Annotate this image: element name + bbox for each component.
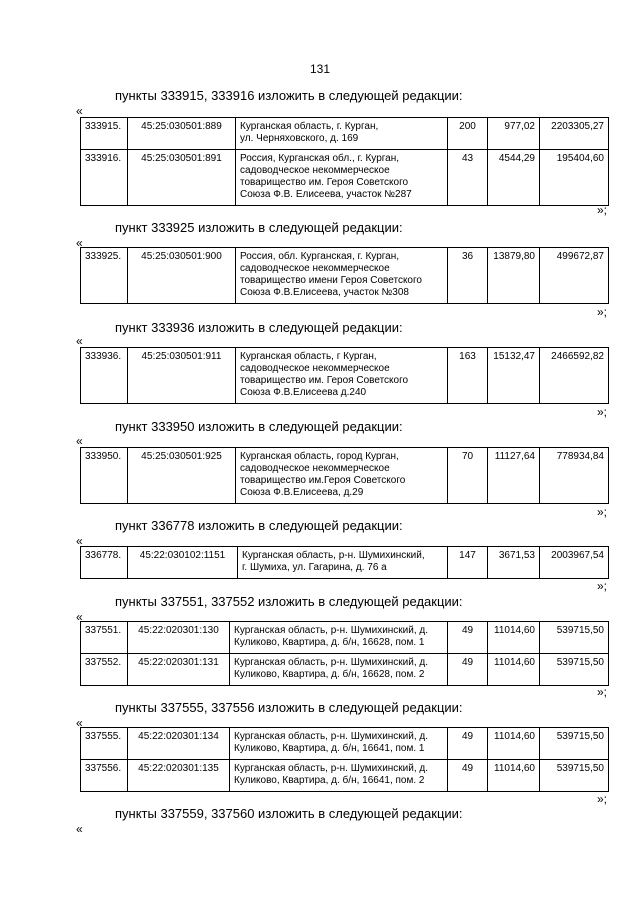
cadastral-value: 499672,87 — [540, 248, 609, 304]
close-quote: »; — [597, 305, 608, 319]
table-row — [81, 348, 609, 404]
section-heading: пункт 336778 изложить в следующей редакции: — [115, 518, 403, 533]
address: Россия, Курганская обл., г. Курган, садоводческое некоммерческое товарищество им. Героя Советского Союза Ф.В. Елисеева, участок №287 — [236, 150, 448, 206]
area: 200 — [448, 118, 488, 150]
close-quote: »; — [597, 203, 608, 217]
cadastral-number: 45:22:020301:131 — [128, 654, 230, 686]
address: Курганская область, р-н. Шумихинский, д. Куликово, Квартира, д. б/н, 16628, пом. 2 — [230, 654, 448, 686]
unit-price: 11014,60 — [488, 760, 540, 792]
table-row — [81, 547, 609, 579]
unit-price: 11014,60 — [488, 728, 540, 760]
address: Курганская область, р-н. Шумихинский, д. Куликово, Квартира, д. б/н, 16641, пом. 2 — [230, 760, 448, 792]
section-heading: пункт 333925 изложить в следующей редакции: — [115, 220, 403, 235]
area: 49 — [448, 728, 488, 760]
open-quote: « — [76, 716, 83, 730]
table-row — [81, 728, 609, 760]
table-row — [81, 654, 609, 686]
cadastral-value: 539715,50 — [540, 760, 609, 792]
record-table — [80, 247, 609, 304]
cadastral-number: 45:25:030501:889 — [128, 118, 236, 150]
table-row — [81, 118, 609, 150]
record-table — [80, 347, 609, 404]
record-table — [80, 447, 609, 504]
area: 49 — [448, 760, 488, 792]
close-quote: »; — [597, 792, 608, 806]
item-number: 337551. — [81, 622, 128, 654]
unit-price: 11127,64 — [488, 448, 540, 504]
section-heading: пункт 333950 изложить в следующей редакции: — [115, 419, 403, 434]
area: 163 — [448, 348, 488, 404]
table-row — [81, 248, 609, 304]
item-number: 333936. — [81, 348, 128, 404]
item-number: 337555. — [81, 728, 128, 760]
section-heading: пункты 337559, 337560 изложить в следующей редакции: — [115, 806, 463, 821]
cadastral-number: 45:22:020301:130 — [128, 622, 230, 654]
area: 43 — [448, 150, 488, 206]
cadastral-value: 778934,84 — [540, 448, 609, 504]
cadastral-number: 45:25:030501:911 — [128, 348, 236, 404]
item-number: 333915. — [81, 118, 128, 150]
cadastral-number: 45:22:030102:1151 — [128, 547, 238, 579]
open-quote: « — [76, 822, 83, 836]
item-number: 337552. — [81, 654, 128, 686]
open-quote: « — [76, 236, 83, 250]
record-table — [80, 727, 609, 792]
unit-price: 11014,60 — [488, 622, 540, 654]
table-row — [81, 150, 609, 206]
item-number: 336778. — [81, 547, 128, 579]
open-quote: « — [76, 334, 83, 348]
address: Курганская область, р-н. Шумихинский, г. Шумиха, ул. Гагарина, д. 76 а — [238, 547, 448, 579]
address: Курганская область, город Курган, садоводческое некоммерческое товарищество им.Героя Советского Союза Ф.В.Елисеева, д.29 — [236, 448, 448, 504]
cadastral-number: 45:22:020301:135 — [128, 760, 230, 792]
table-row — [81, 760, 609, 792]
unit-price: 3671,53 — [488, 547, 540, 579]
record-table — [80, 546, 609, 579]
area: 49 — [448, 654, 488, 686]
table-row — [81, 448, 609, 504]
section-heading: пункты 337551, 337552 изложить в следующей редакции: — [115, 594, 463, 609]
address: Курганская область, г Курган, садоводческое некоммерческое товарищество им. Героя Советского Союза Ф.В.Елисеева д.240 — [236, 348, 448, 404]
unit-price: 977,02 — [488, 118, 540, 150]
record-table — [80, 621, 609, 686]
close-quote: »; — [597, 405, 608, 419]
area: 70 — [448, 448, 488, 504]
item-number: 337556. — [81, 760, 128, 792]
item-number: 333916. — [81, 150, 128, 206]
address: Курганская область, г. Курган, ул. Черняховского, д. 169 — [236, 118, 448, 150]
cadastral-value: 539715,50 — [540, 622, 609, 654]
area: 147 — [448, 547, 488, 579]
item-number: 333925. — [81, 248, 128, 304]
unit-price: 4544,29 — [488, 150, 540, 206]
cadastral-number: 45:25:030501:925 — [128, 448, 236, 504]
cadastral-value: 539715,50 — [540, 728, 609, 760]
close-quote: »; — [597, 685, 608, 699]
area: 49 — [448, 622, 488, 654]
record-table — [80, 117, 609, 206]
section-heading: пункты 337555, 337556 изложить в следующей редакции: — [115, 700, 463, 715]
unit-price: 11014,60 — [488, 654, 540, 686]
page-number: 131 — [309, 62, 331, 76]
cadastral-value: 2203305,27 — [540, 118, 609, 150]
cadastral-number: 45:25:030501:900 — [128, 248, 236, 304]
open-quote: « — [76, 610, 83, 624]
cadastral-value: 539715,50 — [540, 654, 609, 686]
section-heading: пункт 333936 изложить в следующей редакции: — [115, 320, 403, 335]
table-row — [81, 622, 609, 654]
close-quote: »; — [597, 505, 608, 519]
cadastral-number: 45:22:020301:134 — [128, 728, 230, 760]
open-quote: « — [76, 434, 83, 448]
unit-price: 13879,80 — [488, 248, 540, 304]
cadastral-value: 2466592,82 — [540, 348, 609, 404]
item-number: 333950. — [81, 448, 128, 504]
open-quote: « — [76, 534, 83, 548]
cadastral-value: 195404,60 — [540, 150, 609, 206]
close-quote: »; — [597, 579, 608, 593]
address: Курганская область, р-н. Шумихинский, д. Куликово, Квартира, д. б/н, 16641, пом. 1 — [230, 728, 448, 760]
address: Россия, обл. Курганская, г. Курган, садоводческое некоммерческое товарищество имени Героя Советского Союза Ф.В.Елисеева, участок №308 — [236, 248, 448, 304]
cadastral-number: 45:25:030501:891 — [128, 150, 236, 206]
open-quote: « — [76, 104, 83, 118]
section-heading: пункты 333915, 333916 изложить в следующей редакции: — [115, 88, 463, 103]
cadastral-value: 2003967,54 — [540, 547, 609, 579]
unit-price: 15132,47 — [488, 348, 540, 404]
address: Курганская область, р-н. Шумихинский, д. Куликово, Квартира, д. б/н, 16628, пом. 1 — [230, 622, 448, 654]
area: 36 — [448, 248, 488, 304]
